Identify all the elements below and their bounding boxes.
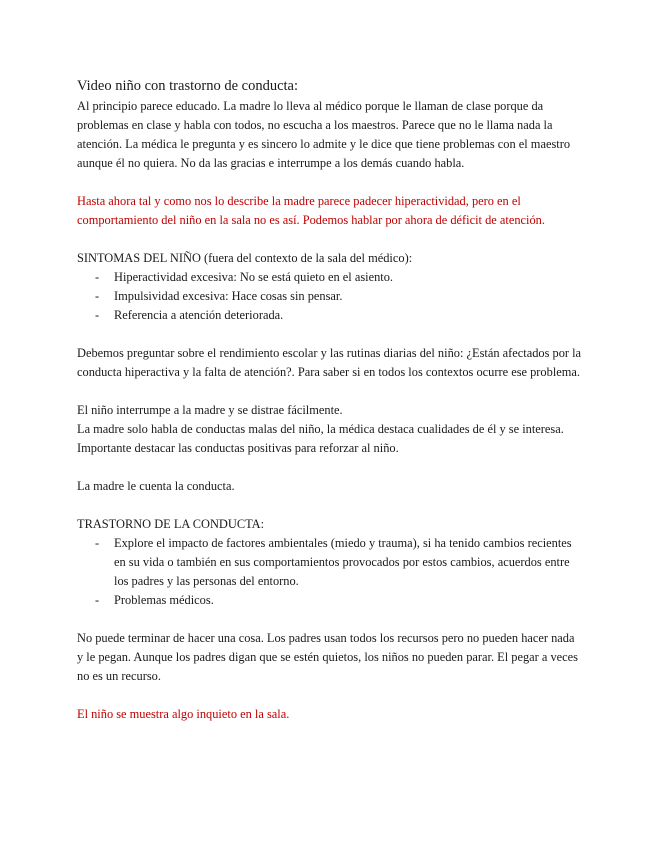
madre-cuenta-paragraph: La madre le cuenta la conducta. (77, 479, 235, 493)
sintomas-heading: SINTOMAS DEL NIÑO (fuera del contexto de la sala del médico): (77, 251, 413, 265)
list-item-text: Problemas médicos. (114, 593, 214, 607)
red-note-inquieto: El niño se muestra algo inquieto en la sala. (77, 707, 290, 721)
list-item-text: Impulsividad excesiva: Hace cosas sin pensar. (114, 289, 343, 303)
trastorno-list (77, 534, 582, 610)
paragraph-spacer (77, 610, 582, 629)
sintomas-list (77, 268, 582, 325)
bullet-dash: - (95, 289, 100, 303)
paragraph-spacer (77, 496, 582, 515)
list-item (77, 287, 582, 306)
list-item (77, 306, 582, 325)
list-item-text: Referencia a atención deteriorada. (114, 308, 284, 322)
paragraph-spacer (77, 173, 582, 192)
paragraph-spacer (77, 325, 582, 344)
bullet-dash: - (95, 593, 100, 607)
paragraph-spacer (77, 230, 582, 249)
bullet-dash: - (95, 536, 100, 550)
bullet-dash: - (95, 270, 100, 284)
list-item-text: Hiperactividad excesiva: No se está quieto en el asiento. (114, 270, 394, 284)
paragraph-spacer (77, 382, 582, 401)
trastorno-heading: TRASTORNO DE LA CONDUCTA: (77, 517, 265, 531)
list-item (77, 534, 582, 591)
paragraph-spacer (77, 458, 582, 477)
document-title: Video niño con trastorno de conducta: (77, 78, 298, 94)
bullet-dash: - (95, 308, 100, 322)
rendimiento-paragraph: Debemos preguntar sobre el rendimiento escolar y las rutinas diarias del niño: ¿Están afectados por la conducta hiperactiva y la falta de atención?. Para saber si en todos los contextos ocurre ese problema. (77, 346, 582, 379)
red-note-hiperactividad: Hasta ahora tal y como nos lo describe la madre parece padecer hiperactividad, pero en el comportamiento del niño en la sala no es así. Podemos hablar por ahora de déficit de atención. (77, 194, 545, 227)
intro-paragraph: Al principio parece educado. La madre lo lleva al médico porque le llaman de clase porque da problemas en clase y habla con todos, no escucha a los maestros. Parece que no le llama nada la atención. La médica le pregunta y es sincero lo admite y le dice que tiene problemas con el maestro aunque él no quiera. No da las gracias e interrumpe a los demás cuando habla. (77, 99, 571, 170)
list-item (77, 268, 582, 287)
list-item-text: Explore el impacto de factores ambientales (miedo y trauma), si ha tenido cambios recientes en su vida o también en sus comportamientos provocados por estos cambios, acuerdos entre los padres y las personas del entorno. (114, 536, 572, 588)
paragraph-spacer (77, 686, 582, 705)
list-item (77, 591, 582, 610)
madre-habla-paragraph: La madre solo habla de conductas malas del niño, la médica destaca cualidades de él y se interesa. Importante destacar las conductas positivas para reforzar al niño. (77, 422, 564, 455)
interrumpe-paragraph: El niño interrumpe a la madre y se distrae fácilmente. (77, 403, 343, 417)
document-page (77, 76, 582, 724)
no-puede-paragraph: No puede terminar de hacer una cosa. Los padres usan todos los recursos pero no pueden hacer nada y le pegan. Aunque los padres digan que se estén quietos, los niños no pueden parar. El pegar a veces no es un recurso. (77, 631, 578, 683)
